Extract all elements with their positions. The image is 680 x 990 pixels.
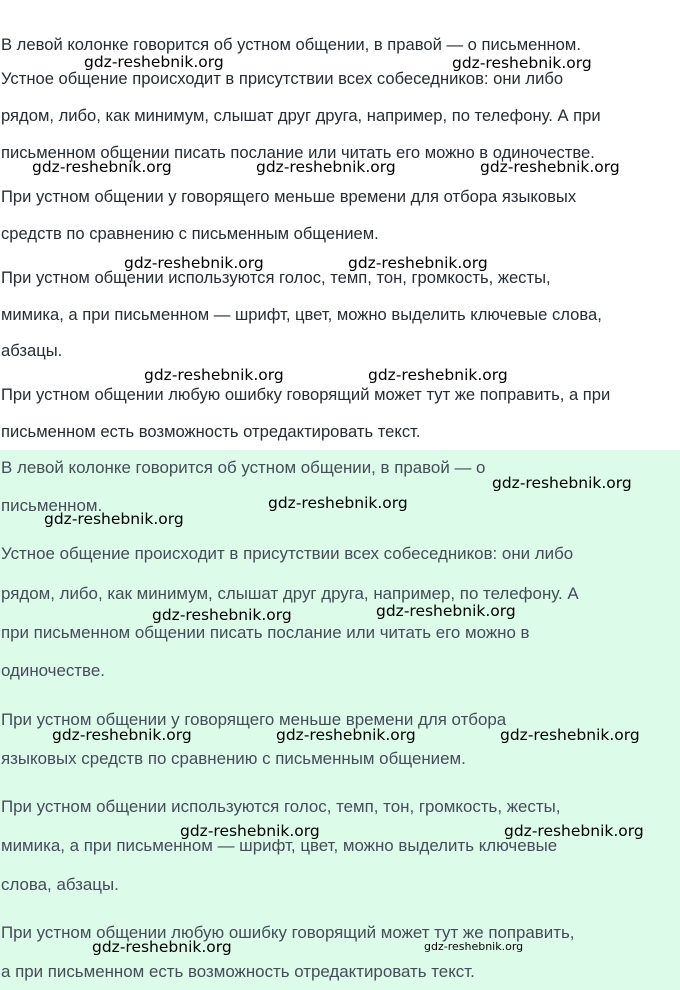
text-line: а при письменном есть возможность отредактировать текст. bbox=[1, 962, 475, 981]
text-line: слова, абзацы. bbox=[1, 875, 119, 894]
text-line: При устном общении любую ошибку говорящий может тут же поправить, bbox=[1, 923, 575, 942]
watermark: gdz-reshebnik.org bbox=[276, 726, 416, 744]
watermark: gdz-reshebnik.org bbox=[144, 366, 284, 384]
watermark: gdz-reshebnik.org bbox=[124, 254, 264, 272]
watermark: gdz-reshebnik.org bbox=[268, 494, 408, 512]
text-line: абзацы. bbox=[1, 341, 63, 360]
watermark: gdz-reshebnik.org bbox=[368, 366, 508, 384]
watermark: gdz-reshebnik.org bbox=[492, 474, 632, 492]
text-line: В левой колонке говорится об устном общении, в правой — о письменном. bbox=[1, 35, 581, 54]
text-line: одиночестве. bbox=[1, 661, 105, 680]
text-line: при письменном общении писать послание или читать его можно в bbox=[1, 623, 530, 642]
watermark: gdz-reshebnik.org bbox=[500, 726, 640, 744]
text-line: письменном есть возможность отредактировать текст. bbox=[1, 422, 421, 441]
text-line: мимика, а при письменном — шрифт, цвет, можно выделить ключевые bbox=[1, 836, 558, 855]
text-line: мимика, а при письменном — шрифт, цвет, можно выделить ключевые слова, bbox=[1, 305, 602, 324]
text-line: Устное общение происходит в присутствии всех собеседников: они либо bbox=[1, 544, 574, 563]
watermark: gdz-reshebnik.org bbox=[504, 822, 644, 840]
text-line: средств по сравнению с письменным общением. bbox=[1, 224, 379, 243]
watermark: gdz-reshebnik.org bbox=[52, 726, 192, 744]
text-line: При устном общении используются голос, темп, тон, громкость, жесты, bbox=[1, 268, 551, 287]
text-line: письменном общении писать послание или читать его можно в одиночестве. bbox=[1, 143, 595, 162]
watermark: gdz-reshebnik.org bbox=[256, 158, 396, 176]
watermark: gdz-reshebnik.org bbox=[480, 158, 620, 176]
text-line: рядом, либо, как минимум, слышат друг друга, например, по телефону. А при bbox=[1, 106, 601, 125]
text-line: При устном общении у говорящего меньше времени для отбора bbox=[1, 710, 507, 729]
watermark: gdz-reshebnik.org bbox=[348, 254, 488, 272]
text-line: рядом, либо, как минимум, слышат друг друга, например, по телефону. А bbox=[1, 584, 579, 603]
watermark: gdz-reshebnik.org bbox=[424, 940, 524, 953]
text-block-highlighted bbox=[0, 450, 680, 990]
watermark: gdz-reshebnik.org bbox=[180, 822, 320, 840]
text-line: письменном. bbox=[1, 496, 103, 515]
watermark: gdz-reshebnik.org bbox=[376, 602, 516, 620]
watermark: gdz-reshebnik.org bbox=[452, 54, 592, 72]
text-line: В левой колонке говорится об устном общении, в правой — о bbox=[1, 458, 486, 477]
watermark: gdz-reshebnik.org bbox=[44, 510, 184, 528]
text-line: Устное общение происходит в присутствии всех собеседников: они либо bbox=[1, 69, 564, 88]
watermark: gdz-reshebnik.org bbox=[84, 53, 224, 71]
text-line: языковых средств по сравнению с письменным общением. bbox=[1, 749, 466, 768]
text-line: При устном общении у говорящего меньше времени для отбора языковых bbox=[1, 187, 577, 206]
text-line: При устном общении используются голос, темп, тон, громкость, жесты, bbox=[1, 797, 561, 816]
watermark: gdz-reshebnik.org bbox=[152, 606, 292, 624]
watermark: gdz-reshebnik.org bbox=[32, 158, 172, 176]
watermark: gdz-reshebnik.org bbox=[92, 938, 232, 956]
text-line: При устном общении любую ошибку говорящий может тут же поправить, а при bbox=[1, 385, 611, 404]
